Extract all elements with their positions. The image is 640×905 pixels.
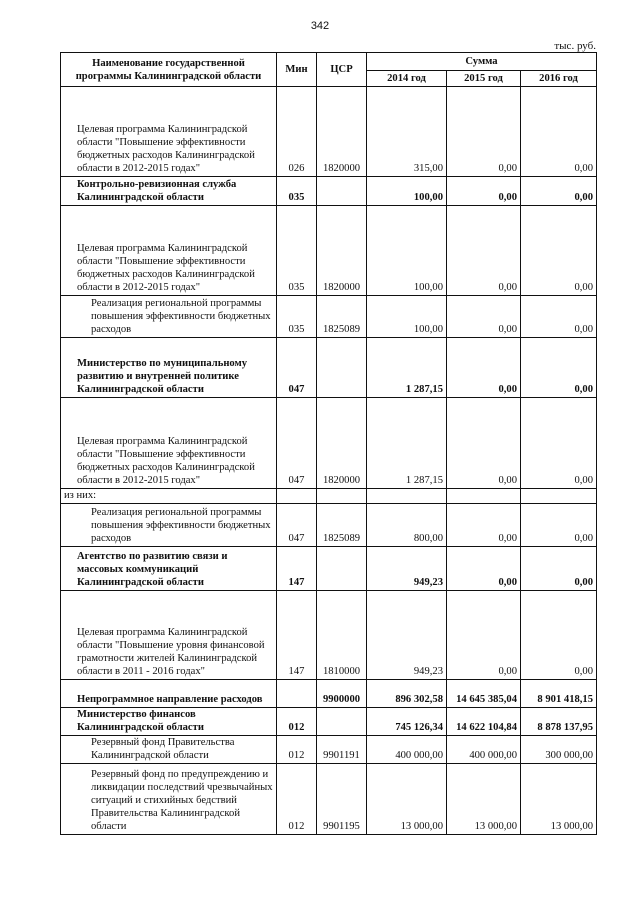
- row-csr: 9901191: [317, 736, 367, 764]
- units-label: тыс. руб.: [554, 40, 596, 52]
- row-2016: 0,00: [521, 296, 597, 338]
- row-min: 147: [277, 591, 317, 680]
- row-csr: 1825089: [317, 504, 367, 547]
- header-2015: 2015 год: [447, 71, 521, 87]
- row-csr: 1820000: [317, 87, 367, 177]
- row-2014: 13 000,00: [367, 764, 447, 835]
- table-row: [61, 591, 597, 680]
- header-min: Мин: [277, 53, 317, 87]
- table-row: [61, 680, 597, 708]
- row-2016: 0,00: [521, 87, 597, 177]
- row-name: из них:: [61, 489, 277, 504]
- row-2014: 100,00: [367, 296, 447, 338]
- row-2014: 315,00: [367, 87, 447, 177]
- row-min: 147: [277, 547, 317, 591]
- row-2016: 0,00: [521, 338, 597, 398]
- row-2016: 0,00: [521, 504, 597, 547]
- table-row: [61, 708, 597, 736]
- row-name: Реализация региональной программы повышения эффективности бюджетных расходов: [61, 296, 277, 338]
- row-2015: 13 000,00: [447, 764, 521, 835]
- row-2016: 0,00: [521, 591, 597, 680]
- row-name: Целевая программа Калининградской области "Повышение эффективности бюджетных расходов Калининградской области в 2012-2015 годах": [61, 398, 277, 489]
- row-2015: 0,00: [447, 504, 521, 547]
- row-2015: 0,00: [447, 206, 521, 296]
- header-name: Наименование государственной программы Калининградской области: [61, 53, 277, 87]
- row-2014: 800,00: [367, 504, 447, 547]
- row-2014: 100,00: [367, 177, 447, 206]
- row-2016: 8 901 418,15: [521, 680, 597, 708]
- table-row: [61, 489, 597, 504]
- row-csr: [317, 547, 367, 591]
- row-2014: 896 302,58: [367, 680, 447, 708]
- row-csr: [317, 177, 367, 206]
- row-name: Резервный фонд Правительства Калининградской области: [61, 736, 277, 764]
- row-name: Непрограммное направление расходов: [61, 680, 277, 708]
- header-csr: ЦСР: [317, 53, 367, 87]
- header-2016: 2016 год: [521, 71, 597, 87]
- row-2015: 400 000,00: [447, 736, 521, 764]
- row-2014: 745 126,34: [367, 708, 447, 736]
- header-2014: 2014 год: [367, 71, 447, 87]
- row-min: 047: [277, 504, 317, 547]
- row-name: Министерство по муниципальному развитию и внутренней политике Калининградской области: [61, 338, 277, 398]
- row-name: Резервный фонд по предупреждению и ликвидации последствий чрезвычайных ситуаций и стихийных бедствий Правительства Калининградской области: [61, 764, 277, 835]
- row-2014: 949,23: [367, 591, 447, 680]
- row-csr: 1825089: [317, 296, 367, 338]
- table-row: [61, 398, 597, 489]
- table-row: [61, 504, 597, 547]
- row-2015: 0,00: [447, 338, 521, 398]
- row-2016: 8 878 137,95: [521, 708, 597, 736]
- row-2015: 0,00: [447, 591, 521, 680]
- row-min: 012: [277, 736, 317, 764]
- row-min: 012: [277, 708, 317, 736]
- table-row: [61, 206, 597, 296]
- row-csr: [317, 708, 367, 736]
- row-min: 035: [277, 206, 317, 296]
- row-min: 047: [277, 338, 317, 398]
- row-2014: 1 287,15: [367, 398, 447, 489]
- budget-table: [60, 52, 597, 835]
- row-csr: [317, 338, 367, 398]
- row-2014: 949,23: [367, 547, 447, 591]
- row-2015: 0,00: [447, 398, 521, 489]
- row-csr: 1820000: [317, 206, 367, 296]
- row-min: [277, 680, 317, 708]
- header-sum: Сумма: [367, 53, 597, 71]
- row-min: 047: [277, 398, 317, 489]
- row-2015: 0,00: [447, 547, 521, 591]
- table-row: [61, 177, 597, 206]
- row-2016: 13 000,00: [521, 764, 597, 835]
- row-2015: 14 622 104,84: [447, 708, 521, 736]
- row-2016: 0,00: [521, 177, 597, 206]
- table-row: [61, 296, 597, 338]
- row-2014: 100,00: [367, 206, 447, 296]
- row-2016: 0,00: [521, 206, 597, 296]
- row-name: Целевая программа Калининградской области "Повышение эффективности бюджетных расходов Калининградской области в 2012-2015 годах": [61, 206, 277, 296]
- page-number: 342: [310, 20, 330, 32]
- row-name: Реализация региональной программы повышения эффективности бюджетных расходов: [61, 504, 277, 547]
- row-name: Целевая программа Калининградской области "Повышение уровня финансовой грамотности жителей Калининградской области в 2011 - 2016 годах": [61, 591, 277, 680]
- table-row: [61, 547, 597, 591]
- row-csr: 1820000: [317, 398, 367, 489]
- table-row: [61, 338, 597, 398]
- row-csr: 9900000: [317, 680, 367, 708]
- row-csr: 9901195: [317, 764, 367, 835]
- row-2015: 0,00: [447, 87, 521, 177]
- row-2016: 0,00: [521, 547, 597, 591]
- row-csr: 1810000: [317, 591, 367, 680]
- row-name: Министерство финансов Калининградской области: [61, 708, 277, 736]
- table-row: [61, 736, 597, 764]
- row-name: Агентство по развитию связи и массовых коммуникаций Калининградской области: [61, 547, 277, 591]
- row-2015: 14 645 385,04: [447, 680, 521, 708]
- row-min: 026: [277, 87, 317, 177]
- row-min: 035: [277, 296, 317, 338]
- row-2015: 0,00: [447, 296, 521, 338]
- row-name: Контрольно-ревизионная служба Калининградской области: [61, 177, 277, 206]
- row-2015: 0,00: [447, 177, 521, 206]
- table-row: [61, 764, 597, 835]
- row-min: 035: [277, 177, 317, 206]
- row-2016: 300 000,00: [521, 736, 597, 764]
- row-2014: 1 287,15: [367, 338, 447, 398]
- row-2016: 0,00: [521, 398, 597, 489]
- row-name: Целевая программа Калининградской области "Повышение эффективности бюджетных расходов Калининградской области в 2012-2015 годах": [61, 87, 277, 177]
- row-2014: 400 000,00: [367, 736, 447, 764]
- row-min: 012: [277, 764, 317, 835]
- table-row: [61, 87, 597, 177]
